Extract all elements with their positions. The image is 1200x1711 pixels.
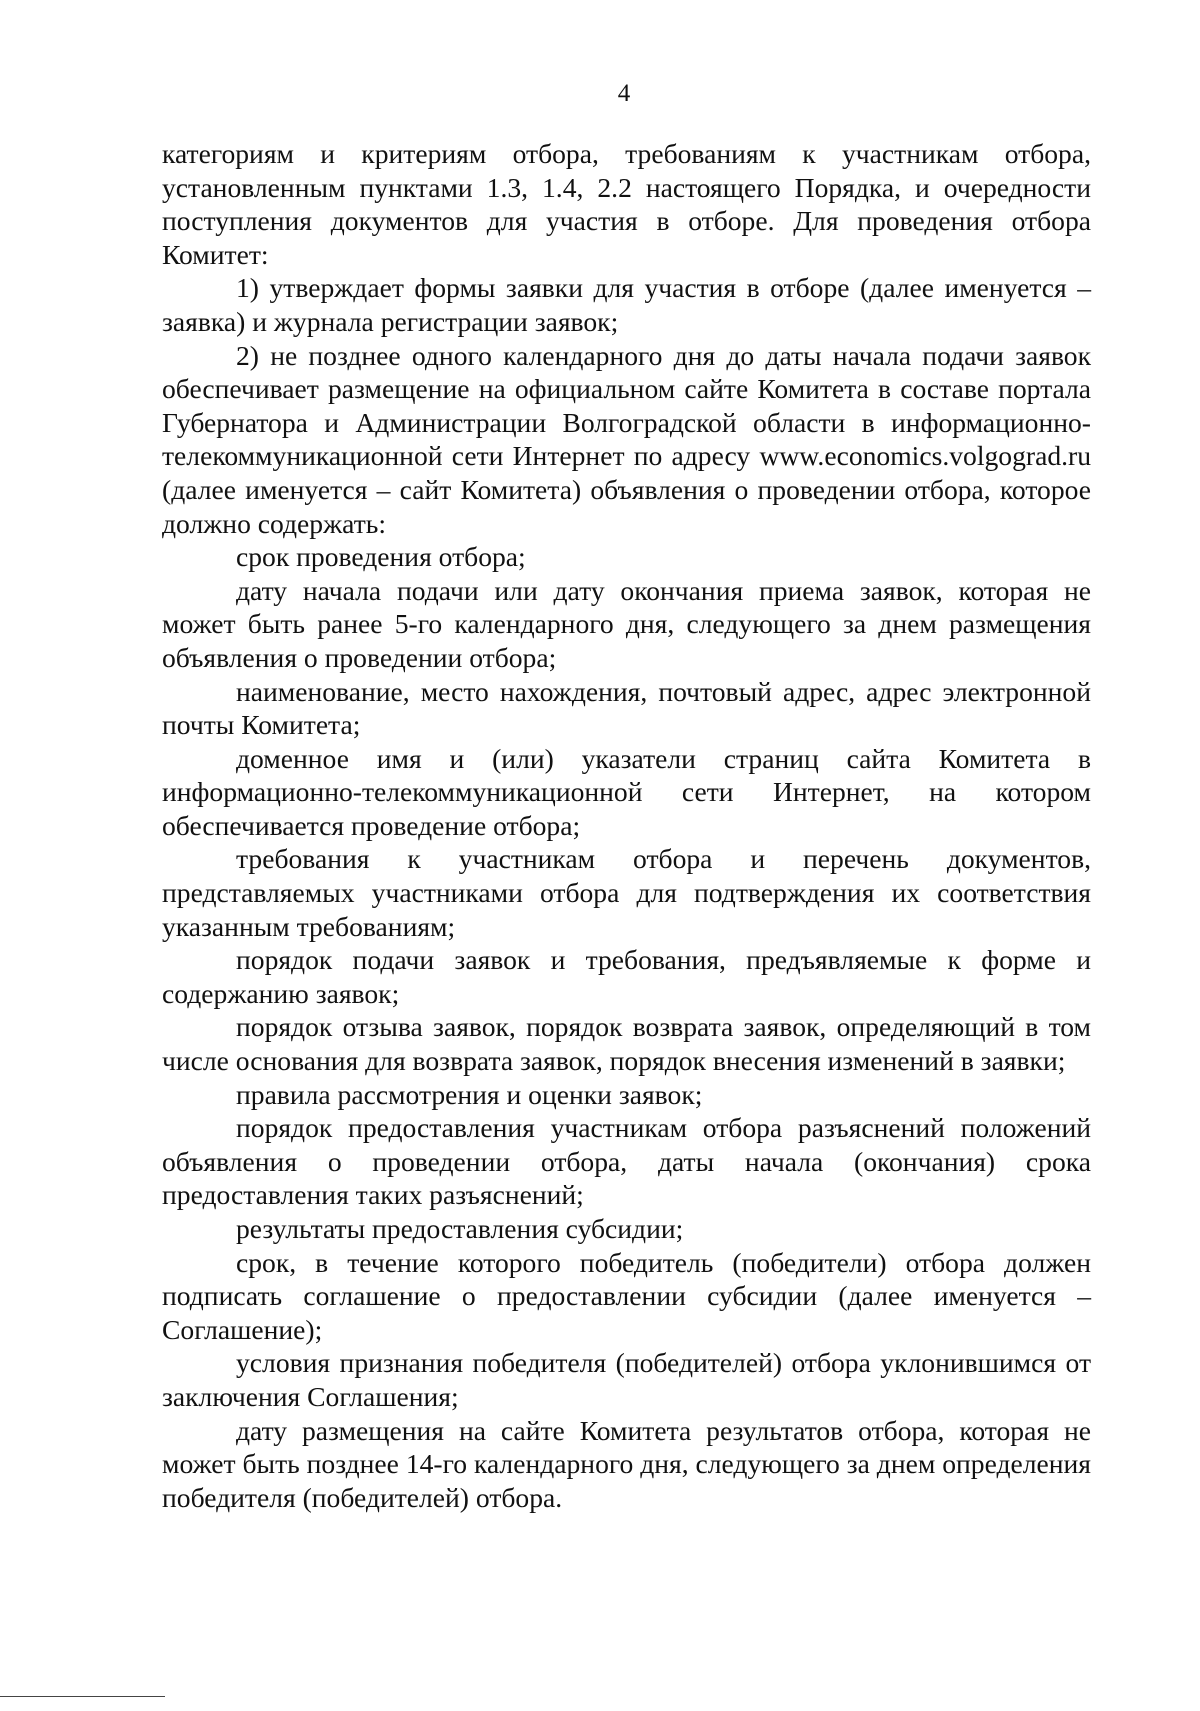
list-item-2: 2) не позднее одного календарного дня до даты начала подачи заявок обеспечивает размещение на официальном сайте Комитета в составе портала Губернатора и Администрации Волгоградской области в информационно-телекоммуникационной сети Интернет по адресу www.economics.volgograd.ru (далее именуется – сайт Комитета) объявления о проведении отбора, которое должно содержать: — [162, 339, 1091, 539]
paragraph-continuation: категориям и критериям отбора, требованиям к участникам отбора, установленным пунктами 1.3, 1.4, 2.2 настоящего Порядка, и очередности поступления документов для участия в отборе. Для проведения отбора Комитет: — [162, 138, 1091, 270]
announcement-item-evasion: условия признания победителя (победителей) отбора уклонившимся от заключения Соглашения; — [162, 1347, 1091, 1412]
announcement-item-domain: доменное имя и (или) указатели страниц сайта Комитета в информационно-телекоммуникационной сети Интернет, на котором обеспечивается проведение отбора; — [162, 742, 1091, 841]
announcement-item-results: результаты предоставления субсидии; — [236, 1213, 684, 1244]
announcement-item-review-rules: правила рассмотрения и оценки заявок; — [236, 1078, 703, 1110]
page-number: 4 — [617, 80, 631, 107]
announcement-item-dates: дату начала подачи или дату окончания приема заявок, которая не может быть ранее 5-го календарного дня, следующего за днем размещения объявления о проведении отбора; — [162, 574, 1091, 673]
announcement-item-agreement-term: срок, в течение которого победитель (победители) отбора должен подписать соглашение о предоставлении субсидии (далее именуется – Соглашение); — [162, 1246, 1091, 1345]
list-item-1: 1) утверждает формы заявки для участия в отборе (далее именуется – заявка) и журнала регистрации заявок; — [162, 272, 1091, 337]
announcement-item-submission: порядок подачи заявок и требования, предъявляемые к форме и содержанию заявок; — [162, 944, 1091, 1009]
announcement-item-withdrawal: порядок отзыва заявок, порядок возврата заявок, определяющий в том числе основания для возврата заявок, порядок внесения изменений в заявки; — [162, 1011, 1091, 1077]
announcement-item-clarifications: порядок предоставления участникам отбора разъяснений положений объявления о проведении отбора, даты начала (окончания) срока предоставления таких разъяснений; — [162, 1112, 1091, 1211]
scan-edge-line — [0, 1696, 165, 1697]
announcement-item-requirements: требования к участникам отбора и перечень документов, представляемых участниками отбора для подтверждения их соответствия указанным требованиям; — [162, 843, 1091, 942]
announcement-item-publication-date: дату размещения на сайте Комитета результатов отбора, которая не может быть позднее 14-го календарного дня, следующего за днем определения победителя (победителей) отбора. — [162, 1414, 1091, 1513]
announcement-item-term: срок проведения отбора; — [236, 541, 526, 573]
document-body — [162, 137, 1091, 1514]
announcement-item-address: наименование, место нахождения, почтовый адрес, адрес электронной почты Комитета; — [162, 675, 1091, 741]
